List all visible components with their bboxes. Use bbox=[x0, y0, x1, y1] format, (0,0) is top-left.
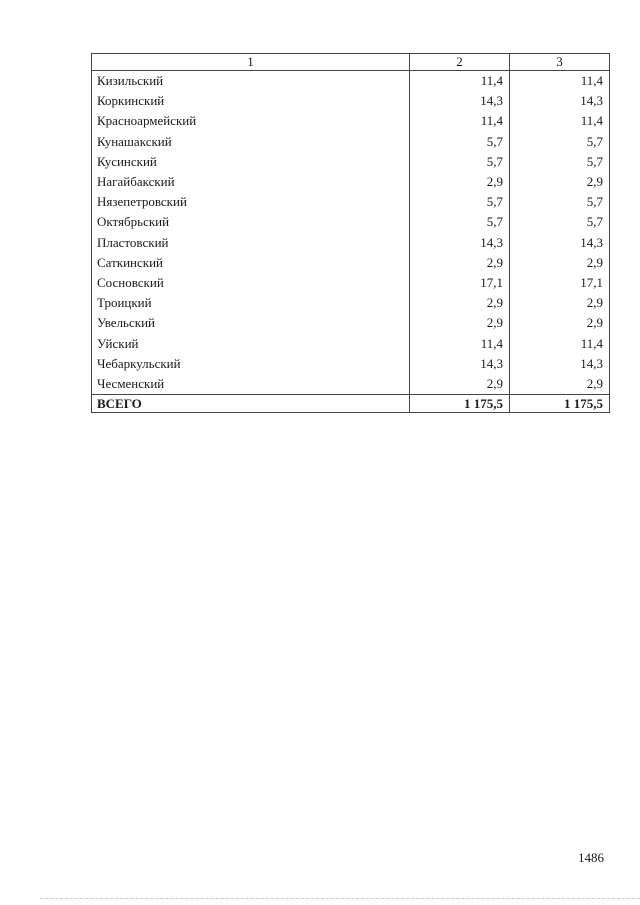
table-row bbox=[92, 152, 610, 172]
table-row bbox=[92, 333, 610, 353]
table-row bbox=[92, 374, 610, 395]
value-col2: 11,4 bbox=[410, 71, 510, 92]
table-row bbox=[92, 233, 610, 253]
district-name: Пластовский bbox=[92, 233, 410, 253]
value-col2: 11,4 bbox=[410, 111, 510, 131]
value-col2: 14,3 bbox=[410, 354, 510, 374]
value-col2: 5,7 bbox=[410, 152, 510, 172]
district-name: Чебаркульский bbox=[92, 354, 410, 374]
column-header-3: 3 bbox=[510, 54, 610, 71]
value-col3: 2,9 bbox=[510, 313, 610, 333]
value-col2: 14,3 bbox=[410, 233, 510, 253]
district-name: Коркинский bbox=[92, 91, 410, 111]
district-name: Кусинский bbox=[92, 152, 410, 172]
value-col3: 11,4 bbox=[510, 111, 610, 131]
district-name: Троицкий bbox=[92, 293, 410, 313]
value-col3: 2,9 bbox=[510, 253, 610, 273]
district-name: Кизильский bbox=[92, 71, 410, 92]
column-header-2: 2 bbox=[410, 54, 510, 71]
district-name: Увельский bbox=[92, 313, 410, 333]
district-name: Чесменский bbox=[92, 374, 410, 395]
value-col3: 5,7 bbox=[510, 212, 610, 232]
district-name: Кунашакский bbox=[92, 132, 410, 152]
value-col2: 2,9 bbox=[410, 313, 510, 333]
value-col3: 17,1 bbox=[510, 273, 610, 293]
district-name: Нагайбакский bbox=[92, 172, 410, 192]
total-label: ВСЕГО bbox=[92, 395, 410, 413]
value-col3: 14,3 bbox=[510, 354, 610, 374]
district-name: Нязепетровский bbox=[92, 192, 410, 212]
table-row bbox=[92, 253, 610, 273]
table-row bbox=[92, 273, 610, 293]
total-col2: 1 175,5 bbox=[410, 395, 510, 413]
table-row bbox=[92, 132, 610, 152]
value-col2: 2,9 bbox=[410, 172, 510, 192]
total-col3: 1 175,5 bbox=[510, 395, 610, 413]
value-col3: 5,7 bbox=[510, 152, 610, 172]
value-col3: 2,9 bbox=[510, 172, 610, 192]
value-col2: 2,9 bbox=[410, 293, 510, 313]
value-col2: 14,3 bbox=[410, 91, 510, 111]
value-col3: 11,4 bbox=[510, 333, 610, 353]
value-col3: 11,4 bbox=[510, 71, 610, 92]
value-col2: 5,7 bbox=[410, 192, 510, 212]
district-name: Октябрьский bbox=[92, 212, 410, 232]
value-col2: 2,9 bbox=[410, 253, 510, 273]
page-number: 1486 bbox=[578, 850, 604, 865]
scan-edge-line bbox=[40, 898, 640, 899]
value-col3: 5,7 bbox=[510, 192, 610, 212]
value-col3: 14,3 bbox=[510, 91, 610, 111]
value-col3: 2,9 bbox=[510, 293, 610, 313]
value-col2: 17,1 bbox=[410, 273, 510, 293]
total-row bbox=[92, 395, 610, 413]
table-row bbox=[92, 71, 610, 92]
value-col3: 2,9 bbox=[510, 374, 610, 395]
value-col2: 11,4 bbox=[410, 333, 510, 353]
value-col2: 5,7 bbox=[410, 212, 510, 232]
table-row bbox=[92, 313, 610, 333]
table-header-row bbox=[92, 54, 610, 71]
budget-table bbox=[91, 53, 610, 413]
table-row bbox=[92, 91, 610, 111]
table-row bbox=[92, 111, 610, 131]
table-row bbox=[92, 212, 610, 232]
district-name: Сосновский bbox=[92, 273, 410, 293]
value-col2: 2,9 bbox=[410, 374, 510, 395]
table-row bbox=[92, 192, 610, 212]
value-col3: 14,3 bbox=[510, 233, 610, 253]
district-name: Саткинский bbox=[92, 253, 410, 273]
value-col3: 5,7 bbox=[510, 132, 610, 152]
district-name: Красноармейский bbox=[92, 111, 410, 131]
table-row bbox=[92, 172, 610, 192]
column-header-1: 1 bbox=[92, 54, 410, 71]
table-row bbox=[92, 354, 610, 374]
value-col2: 5,7 bbox=[410, 132, 510, 152]
district-name: Уйский bbox=[92, 333, 410, 353]
table-row bbox=[92, 293, 610, 313]
